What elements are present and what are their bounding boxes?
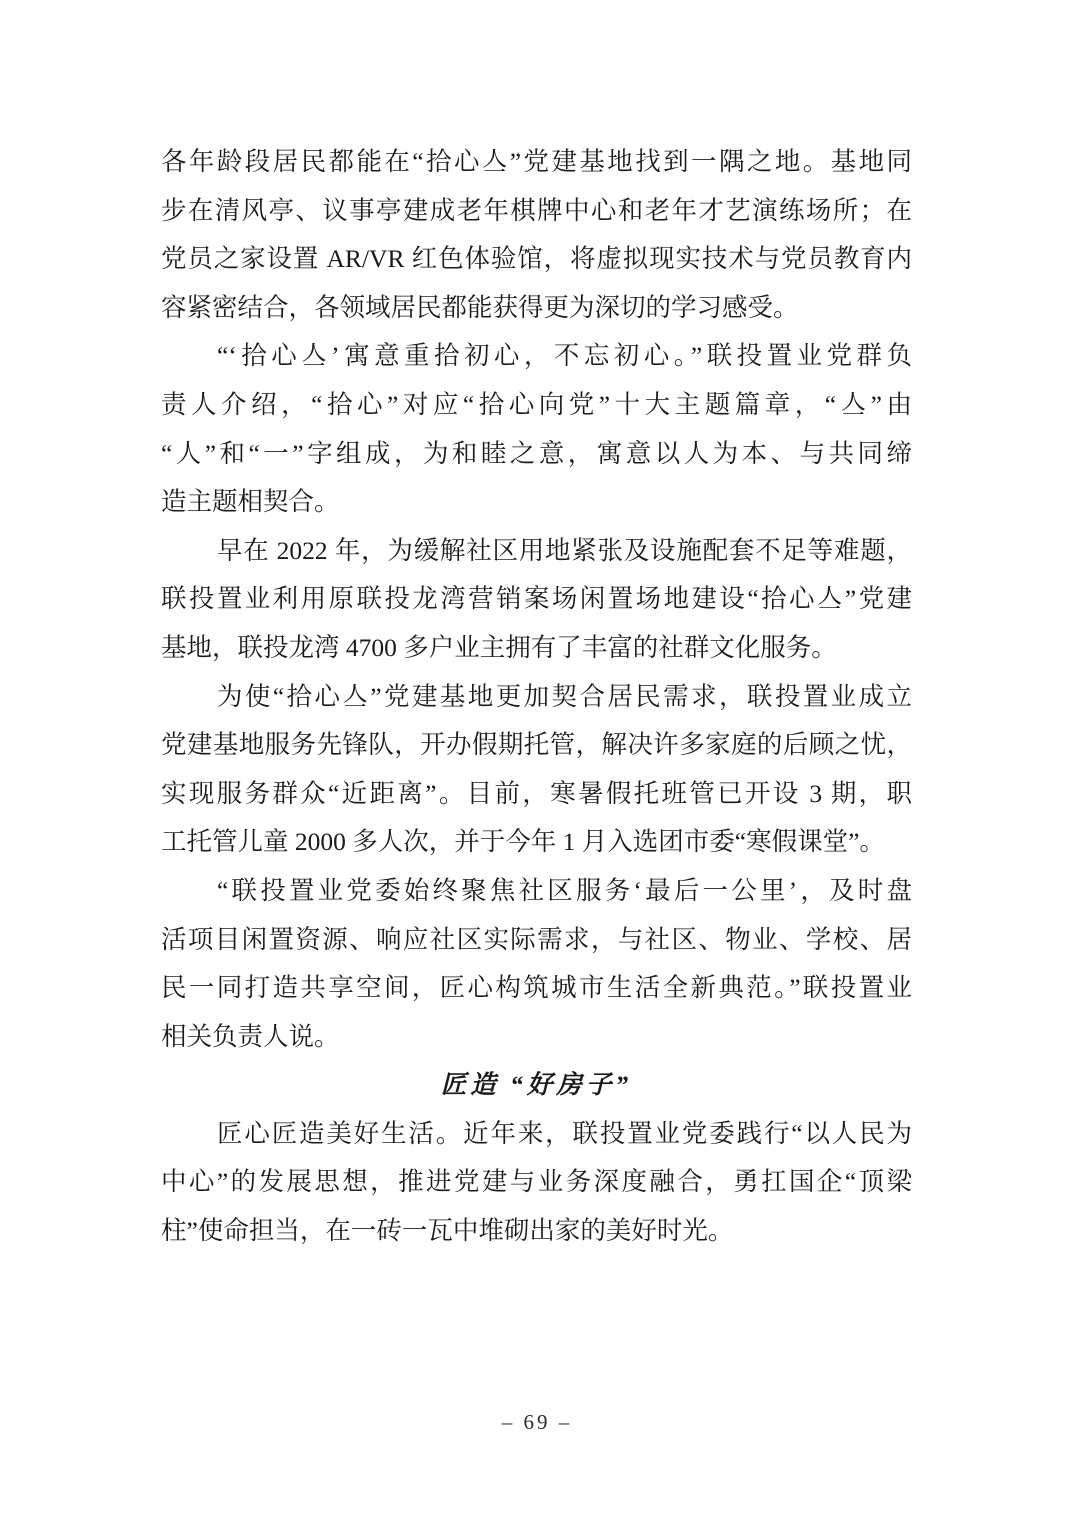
text-line: 工托管儿童 2000 多人次，并于今年 1 月入选团市委“寒假课堂”。 [161, 827, 885, 857]
text-line: 实现服务群众“近距离”。目前，寒暑假托班管已开设 3 期，职 [161, 778, 912, 808]
text-line: 造主题相契合。 [161, 487, 340, 517]
text-line: 为使“拾心亼”党建基地更加契合居民需求，联投置业成立 [217, 681, 912, 711]
text-line: “联投置业党委始终聚焦社区服务‘最后一公里’，及时盘 [217, 875, 912, 905]
text-line: 活项目闲置资源、响应社区实际需求，与社区、物业、学校、居 [161, 924, 912, 954]
text-line: 早在 2022 年，为缓解社区用地紧张及设施配套不足等难题， [217, 535, 912, 565]
text-line: 步在清风亭、议事亭建成老年棋牌中心和老年才艺演练场所；在 [161, 195, 912, 225]
body-text [161, 138, 912, 1256]
text-line: 柱”使命担当，在一砖一瓦中堆砌出家的美好时光。 [161, 1216, 734, 1246]
text-line: 相关负责人说。 [161, 1021, 340, 1051]
text-line: 中心”的发展思想，推进党建与业务深度融合，勇扛国企“顶梁 [161, 1167, 912, 1197]
text-line: 匠心匠造美好生活。近年来，联投置业党委践行“以人民为 [217, 1118, 912, 1148]
page-number: – 69 – [501, 1410, 573, 1434]
text-line: 各年龄段居民都能在“拾心亼”党建基地找到一隅之地。基地同 [161, 147, 912, 176]
text-line: 党员之家设置 AR/VR 红色体验馆，将虚拟现实技术与党员教育内 [161, 244, 912, 274]
text-line: 联投置业利用原联投龙湾营销案场闲置场地建设“拾心亼”党建 [161, 584, 912, 614]
text-line: 责人介绍，“拾心”对应“拾心向党”十大主题篇章，“亼”由 [161, 389, 912, 419]
text-line: 党建基地服务先锋队，开办假期托管，解决许多家庭的后顾之忧， [161, 730, 912, 760]
text-line: “‘拾心亼’寓意重拾初心，不忘初心。”联投置业党群负 [217, 341, 912, 371]
text-line: 基地，联投龙湾 4700 多户业主拥有了丰富的社群文化服务。 [161, 632, 837, 662]
text-line: 容紧密结合，各领域居民都能获得更为深切的学习感受。 [161, 292, 799, 322]
section-heading: 匠造 “好房子” [440, 1070, 633, 1100]
text-line: “人”和“一”字组成，为和睦之意，寓意以人为本、与共同缔 [161, 438, 912, 468]
text-line: 民一同打造共享空间，匠心构筑城市生活全新典范。”联投置业 [161, 973, 912, 1003]
